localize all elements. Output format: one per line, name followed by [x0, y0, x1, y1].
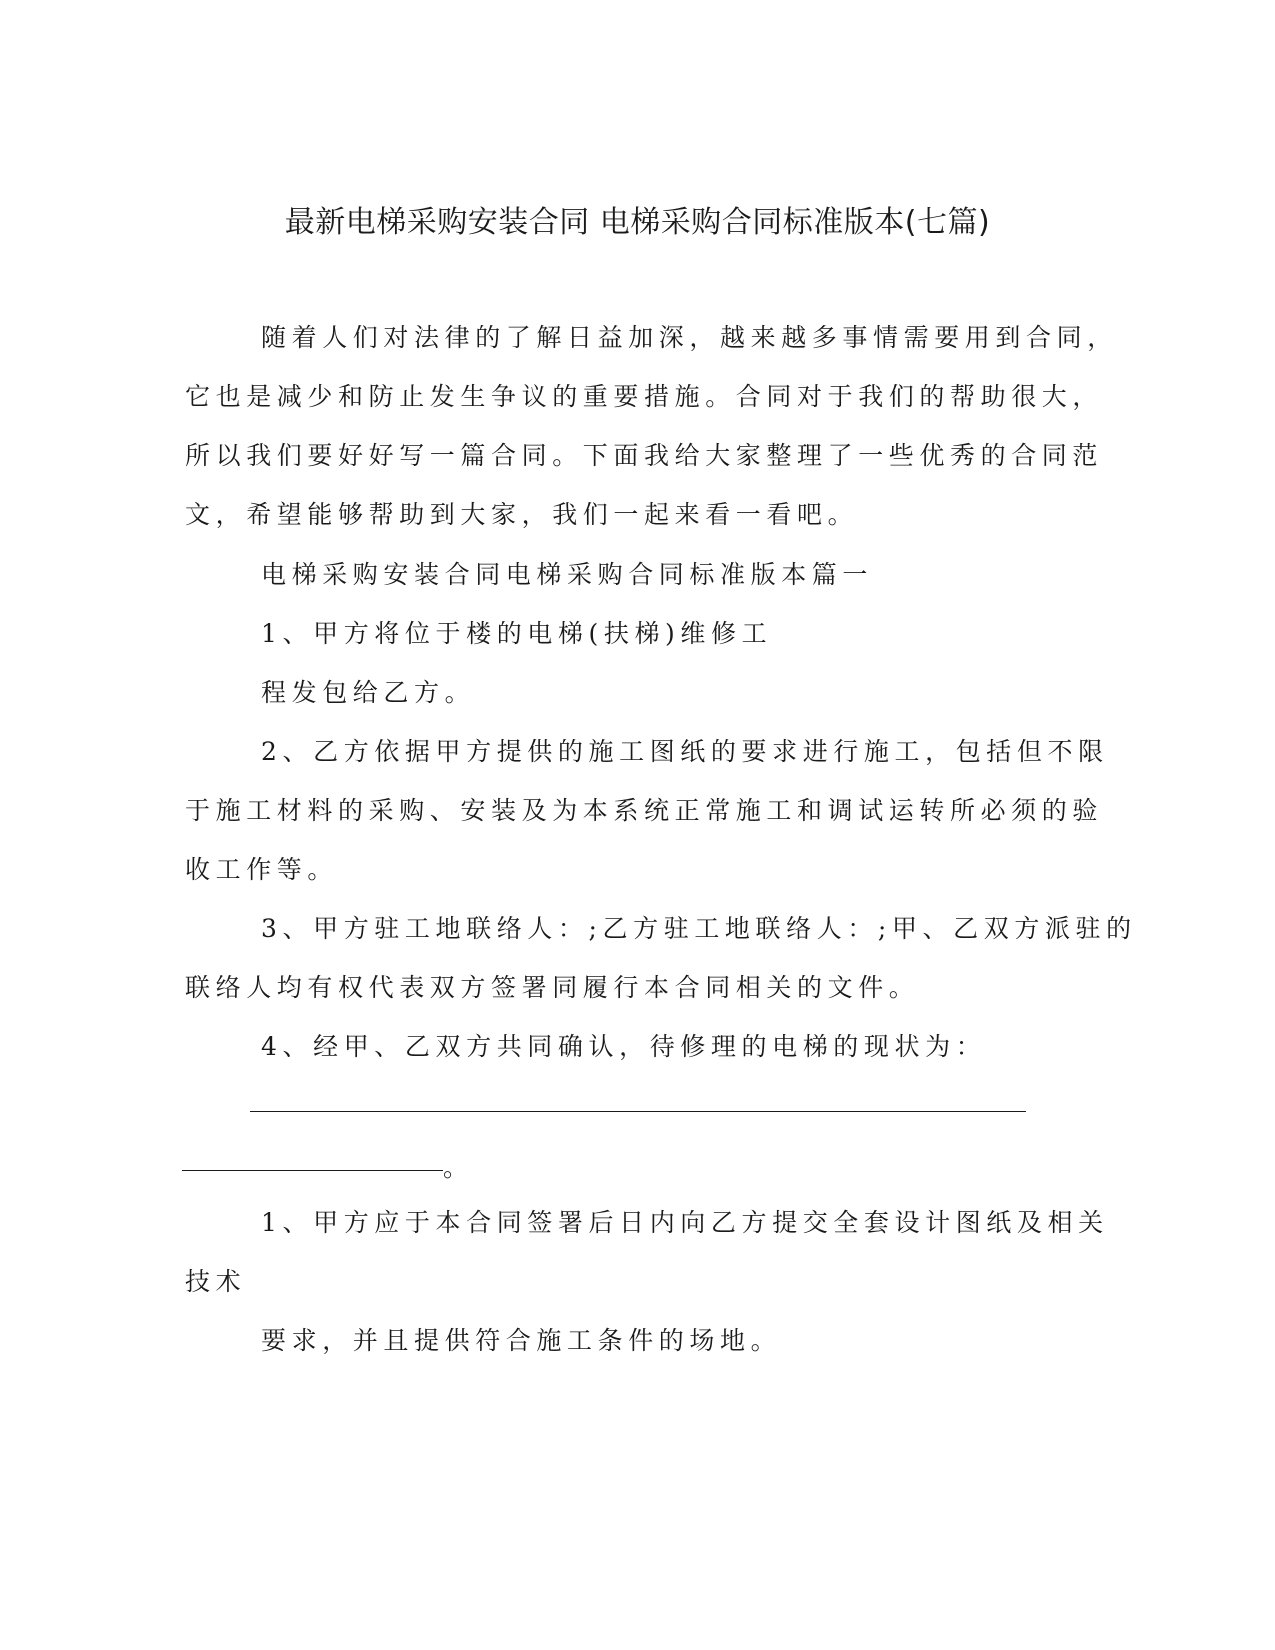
paragraph-line: 1、甲方应于本合同签署后日内向乙方提交全套设计图纸及相关: [261, 1208, 1109, 1237]
paragraph-line: 4、经甲、乙双方共同确认，待修理的电梯的现状为：: [261, 1032, 987, 1061]
fill-in-blank-line: [182, 1170, 443, 1171]
paragraph-line: 收工作等。: [185, 855, 339, 884]
section-heading: 电梯采购安装合同电梯采购合同标准版本篇一: [261, 560, 874, 589]
document-title: 最新电梯采购安装合同 电梯采购合同标准版本(七篇): [284, 205, 991, 240]
paragraph-line: 文，希望能够帮助到大家，我们一起来看一看吧。: [185, 500, 859, 529]
paragraph-line: 2、乙方依据甲方提供的施工图纸的要求进行施工，包括但不限: [261, 737, 1109, 766]
blank-end-mark: 。: [443, 1153, 469, 1182]
paragraph-line: 所以我们要好好写一篇合同。下面我给大家整理了一些优秀的合同范: [185, 441, 1104, 470]
paragraph-line: 于施工材料的采购、安装及为本系统正常施工和调试运转所必须的验: [185, 796, 1104, 825]
paragraph-line: 联络人均有权代表双方签署同履行本合同相关的文件。: [185, 973, 920, 1002]
paragraph-line: 3、甲方驻工地联络人：;乙方驻工地联络人：;甲、乙双方派驻的: [261, 914, 1137, 943]
paragraph-line: 1、甲方将位于楼的电梯(扶梯)维修工: [261, 619, 773, 648]
paragraph-line: 程发包给乙方。: [261, 678, 476, 707]
paragraph-line: 它也是减少和防止发生争议的重要措施。合同对于我们的帮助很大，: [185, 382, 1104, 411]
paragraph-line: 随着人们对法律的了解日益加深，越来越多事情需要用到合同，: [261, 323, 1118, 352]
paragraph-line: 要求，并且提供符合施工条件的场地。: [261, 1326, 782, 1355]
paragraph-line: 技术: [185, 1267, 247, 1296]
fill-in-blank-line: [250, 1111, 1026, 1112]
